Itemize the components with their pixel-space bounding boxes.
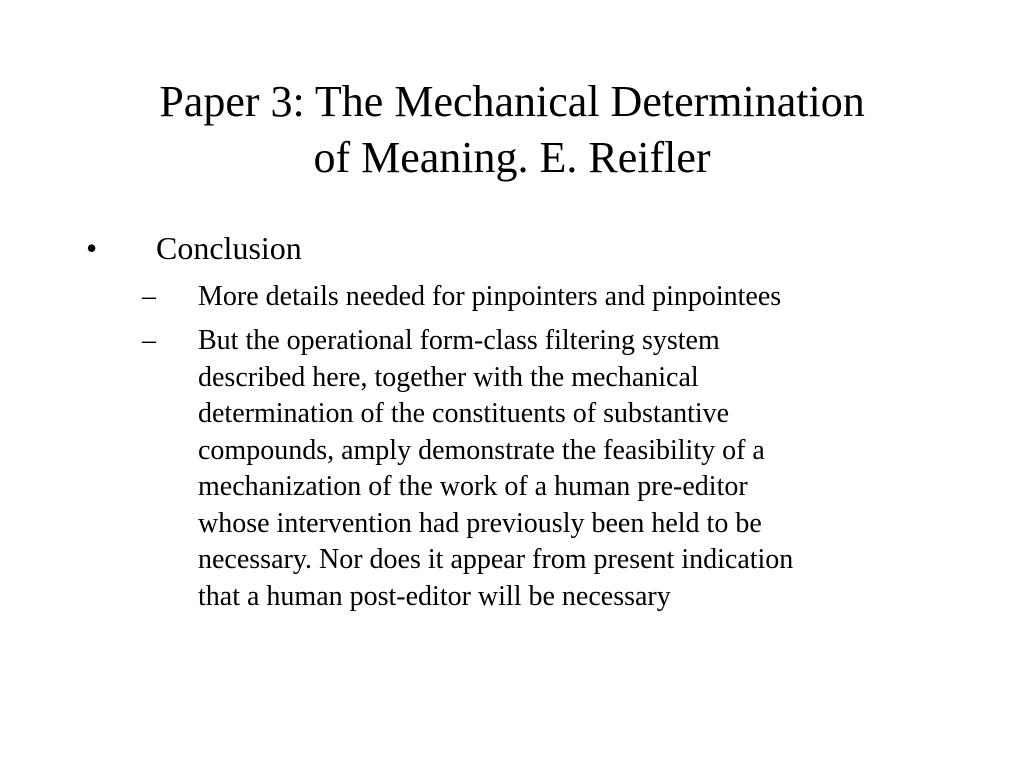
subpoint-2-line-8: that a human post-editor will be necessary xyxy=(198,580,671,612)
subpoint-2-line-2: described here, together with the mechanical xyxy=(198,361,699,393)
bullet-text: Conclusion xyxy=(156,230,302,266)
slide-title xyxy=(60,74,964,186)
subpoint-1-text xyxy=(198,279,958,316)
dash-icon: – xyxy=(142,281,156,312)
subpoint-1-line-1: More details needed for pinpointers and pinpointees xyxy=(198,281,782,312)
subpoint-2-line-3: determination of the constituents of substantive xyxy=(198,398,730,429)
subpoint-2-line-6: whose intervention had previously been held to be xyxy=(198,507,762,539)
title-line-2: of Meaning. E. Reifler xyxy=(313,133,711,182)
dash-icon: – xyxy=(142,325,156,356)
subpoint-2-line-1: But the operational form-class filtering system xyxy=(198,325,720,356)
subpoint-2-line-7: necessary. Nor does it appear from present indication xyxy=(198,544,794,575)
subpoint-2-text xyxy=(198,323,958,615)
title-line-1: Paper 3: The Mechanical Determination xyxy=(159,77,865,126)
subpoint-2-line-5: mechanization of the work of a human pre-editor xyxy=(198,471,748,502)
bullet-icon: • xyxy=(86,230,98,266)
subpoint-2-line-4: compounds, amply demonstrate the feasibility of a xyxy=(198,434,765,466)
